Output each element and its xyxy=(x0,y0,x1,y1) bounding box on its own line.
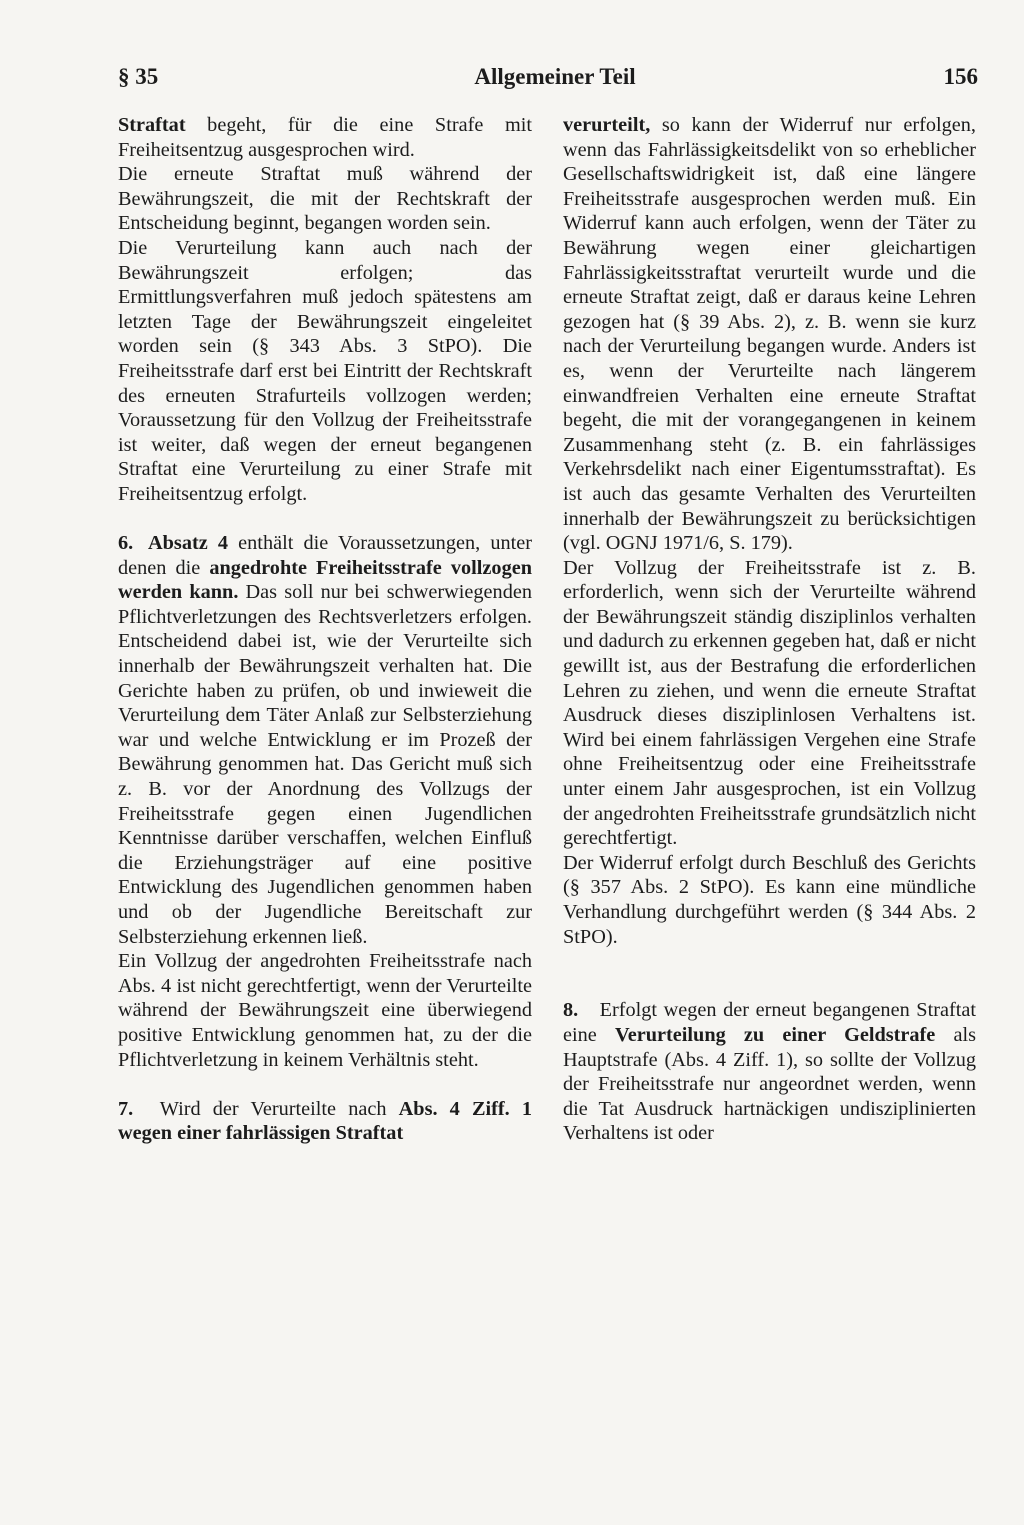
bold-term: Straftat xyxy=(118,114,186,136)
section-8 xyxy=(563,998,976,1146)
paragraph-text: begeht, für die eine Strafe mit Freiheitsentzug ausgesprochen wird. xyxy=(118,114,532,161)
section-6 xyxy=(118,531,532,949)
bold-term: Verurteilung zu einer Geldstrafe xyxy=(614,1023,936,1046)
paragraph-text: Wird der Verurteilte nach xyxy=(148,1097,399,1120)
running-head xyxy=(118,64,978,98)
section-reference: § 35 xyxy=(118,64,159,89)
paragraph xyxy=(563,113,976,556)
paragraph: Der Widerruf erfolgt durch Beschluß des Gerichts (§ 357 Abs. 2 StPO). Es kann eine mündliche Verhandlung durchgeführt werden (§ 344 Abs. 2 StPO). xyxy=(563,851,976,948)
paragraph: Ein Vollzug der angedrohten Freiheitsstrafe nach Abs. 4 ist nicht gerechtfertigt, wenn der Verurteilte während der Bewährungszeit eine überwiegend positive Entwicklung genommen hat, zu der die Pflichtverletzung in keinem Verhältnis steht. xyxy=(118,950,532,1071)
paragraph: Der Vollzug der Freiheitsstrafe ist z. B. erforderlich, wenn sich der Verurteilte während der Bewährungszeit ständig disziplinlos verhalten und dadurch zu erkennen gegeben hat, daß er nicht gewillt ist, aus der Bestrafung die erforderlichen Lehren zu ziehen, und wenn die erneute Straftat Ausdruck dieses disziplinlosen Verhaltens ist. Wird bei einem fahrlässigen Vergehen eine Strafe ohne Freiheitsentzug oder eine Freiheitsstrafe unter einem Jahr ausgesprochen, ist ein Vollzug der angedrohten Freiheitsstrafe grundsätzlich nicht gerechtfertigt. xyxy=(563,556,976,850)
bold-term: angedrohte Freiheitsstrafe vollzogen werden kann. xyxy=(118,556,532,604)
paragraph-text: Das soll nur bei schwerwiegenden Pflichtverletzungen des Rechtsverletzers erfolgen. Entscheidend dabei ist, wie der Verurteilte sich innerhalb der Bewährungszeit verhalten hat. Die Gerichte haben zu prüfen, ob und inwieweit die Verurteilung dem Täter Anlaß zur Selbsterziehung war und welche Entwicklung er im Prozeß der Bewährung genommen hat. Das Gericht muß sich z. B. vor der Anordnung des Vollzugs der Freiheitsstrafe gegen einen Jugendlichen Kenntnisse darüber verschaffen, welchen Einfluß die Erziehungsträger auf eine positive Entwicklung des Jugendlichen genommen haben und ob der Jugendliche Bereitschaft zur Selbsterziehung erkennen ließ. xyxy=(118,581,532,948)
bold-term: Abs. 4 Ziff. 1 wegen einer fahrlässigen Straftat xyxy=(118,1097,532,1145)
paragraph-text: so kann der Widerruf nur erfolgen, wenn das Fahrlässigkeitsdelikt von so erheblicher Gesellschaftswidrigkeit ist, daß eine längere Freiheitsstrafe ausgesprochen werden muß. Ein Widerruf kann auch erfolgen, wenn der Täter zu Bewährung wegen einer gleichartigen Fahrlässigkeitsstraftat verurteilt wurde und die erneute Straftat zeigt, daß er daraus keine Lehren gezogen hat (§ 39 Abs. 2), z. B. wenn sie kurz nach der Verurteilung begangen wurde. Anders ist es, wenn der Verurteilte nach längerem einwandfreien Verhalten eine erneute Straftat begeht, die mit der vorangegangenen in keinem Zusammenhang steht (z. B. ein fahrlässiges Verkehrsdelikt nach einer Eigentumsstraftat). Es ist auch das gesamte Verhalten des Verurteilten innerhalb der Bewährungszeit zu berücksichtigen (vgl. OGNJ 1971/6, S. 179). xyxy=(563,114,976,555)
paragraph: Die erneute Straftat muß während der Bewährungszeit, die mit der Rechtskraft der Entscheidung beginnt, begangen worden sein. xyxy=(118,163,532,235)
bold-term: Absatz 4 xyxy=(148,532,229,555)
page-number: 156 xyxy=(943,64,978,89)
bold-term: verurteilt, xyxy=(563,114,651,136)
paragraph xyxy=(118,113,532,162)
paragraph-text: enthält die Voraussetzungen, unter denen die xyxy=(118,532,532,579)
paragraph: Die Verurteilung kann auch nach der Bewährungszeit erfolgen; das Ermittlungsverfahren muß jedoch spätestens am letzten Tage der Bewährungszeit eingeleitet worden sein (§ 343 Abs. 3 StPO). Die Freiheitsstrafe darf erst bei Eintritt der Rechtskraft des erneuten Strafurteils vollzogen werden; Voraussetzung für den Vollzug der Freiheitsstrafe ist weiter, daß wegen der erneut begangenen Straftat eine Verurteilung zu einer Strafe mit Freiheitsentzug erfolgt. xyxy=(118,236,532,505)
left-column xyxy=(118,113,532,1146)
section-number: 7. xyxy=(118,1097,134,1120)
section-number: 8. xyxy=(563,999,579,1022)
section-7 xyxy=(118,1097,532,1146)
running-title: Allgemeiner Teil xyxy=(474,64,636,89)
right-column xyxy=(563,113,976,1146)
paragraph-text: als Hauptstrafe (Abs. 4 Ziff. 1), so sollte der Vollzug der Freiheitsstrafe nur angeordnet werden, wenn die Tat Ausdruck hartnäckigen undisziplinierten Verhaltens ist oder xyxy=(563,1023,977,1145)
section-number: 6. xyxy=(118,532,134,555)
paragraph-text: Erfolgt wegen der erneut begangenen Straftat eine xyxy=(563,999,976,1046)
